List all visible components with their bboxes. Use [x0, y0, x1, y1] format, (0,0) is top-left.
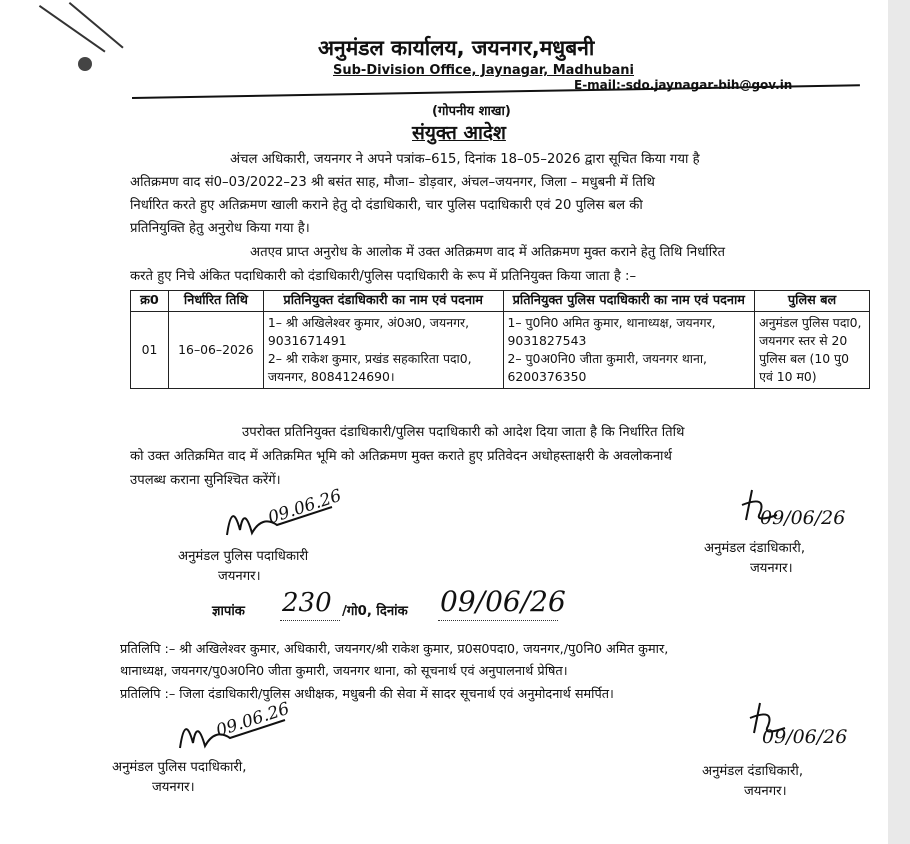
signature-police-officer-bottom — [175, 698, 295, 762]
signature-magistrate-bottom — [740, 698, 860, 752]
signature-date: 09.06.26 — [213, 698, 292, 742]
police-officer-title-top: अनुमंडल पुलिस पदाधिकारी — [178, 549, 309, 564]
emblem-mark — [78, 57, 92, 71]
magistrate-1: 1– श्री अखिलेश्वर कुमार, अं0अ0, जयनगर, 9031671491 — [267, 315, 470, 348]
magistrate-title-bottom: अनुमंडल दंडाधिकारी, — [702, 764, 804, 779]
deployment-table — [130, 290, 870, 389]
cell-police-force: अनुमंडल पुलिस पदा0, जयनगर स्तर से 20 पुलिस बल (10 पु0 एवं 10 म0) — [755, 312, 870, 389]
col-header-police-officer: प्रतिनियुक्त पुलिस पदाधिकारी का नाम एवं पदनाम — [503, 291, 755, 312]
para1-line4: प्रतिनियुक्ति हेतु अनुरोध किया गया है। — [130, 221, 310, 236]
scan-edge-strip — [888, 0, 910, 844]
para3-line1: उपरोक्त प्रतिनियुक्त दंडाधिकारी/पुलिस पदाधिकारी को आदेश दिया जाता है कि निर्धारित तिथि — [242, 425, 685, 440]
police-officer-title-bottom: अनुमंडल पुलिस पदाधिकारी, — [112, 760, 247, 775]
signature-police-officer-top — [222, 485, 344, 549]
para1-line2: अतिक्रमण वाद सं0–03/2022–23 श्री बसंत साह, मौजा– डोड़वार, अंचल–जयनगर, जिला – मधुबनी में तिथि — [130, 175, 655, 190]
police-officer-2: 2– पु0अ0नि0 जीता कुमारी, जयनगर थाना, 6200376350 — [507, 351, 707, 384]
para2-line1: अतएव प्राप्त अनुरोध के आलोक में उक्त अतिक्रमण वाद में अतिक्रमण मुक्त कराने हेतु तिथि निर्धारित — [250, 245, 726, 260]
col-header-sl: क्र0 — [131, 291, 169, 312]
magistrate-title-top: अनुमंडल दंडाधिकारी, — [704, 541, 806, 556]
page-title: संयुक्त आदेश — [412, 122, 506, 144]
table-header-row — [131, 291, 870, 312]
corner-line — [69, 2, 124, 49]
para1-line1: अंचल अधिकारी, जयनगर ने अपने पत्रांक–615, दिनांक 18–05–2026 द्वारा सूचित किया गया है — [230, 152, 700, 167]
para3-line3: उपलब्ध कराना सुनिश्चित करेंगें। — [130, 473, 281, 488]
memo-number: 230 — [282, 588, 332, 618]
copy1-line1: प्रतिलिपि :– श्री अखिलेश्वर कुमार, अधिकारी, जयनगर/श्री राकेश कुमार, प्र0स0पदा0, जयनगर,/पु0नि0 अमित कुमार, — [120, 642, 669, 657]
office-name-english: Sub-Division Office, Jaynagar, Madhubani — [333, 63, 635, 78]
copy2-line: प्रतिलिपि :– जिला दंडाधिकारी/पुलिस अधीक्षक, मधुबनी की सेवा में सादर सूचनार्थ एवं अनुमोदनार्थ समर्पित। — [120, 687, 614, 702]
magistrate-2: 2– श्री राकेश कुमार, प्रखंड सहकारिता पदा0, जयनगर, 8084124690। — [267, 351, 472, 384]
memo-label: ज्ञापांक — [212, 604, 245, 619]
para3-line2: को उक्त अतिक्रमित वाद में अतिक्रमित भूमि को अतिक्रमण मुक्त कराते हुए प्रतिवेदन अधोहस्ताक्षरी के अवलोकनार्थ — [130, 449, 672, 464]
cell-magistrates — [263, 312, 503, 389]
section-label: (गोपनीय शाखा) — [432, 104, 511, 119]
cell-police-officers — [503, 312, 755, 389]
corner-line — [39, 5, 106, 53]
para2-line2: करते हुए निचे अंकित पदाधिकारी को दंडाधिकारी/पुलिस पदाधिकारी के रूप में प्रतिनियुक्त किया जाता है :– — [130, 269, 637, 284]
table-row — [131, 312, 870, 389]
police-officer-place-top: जयनगर। — [218, 569, 261, 584]
col-header-police-force: पुलिस बल — [755, 291, 870, 312]
memo-underline — [438, 620, 558, 621]
col-header-date: निर्धारित तिथि — [168, 291, 263, 312]
signature-date: 09/06/26 — [762, 726, 848, 748]
signature-date: 09/06/26 — [760, 507, 846, 529]
office-email: E-mail:-sdo.jaynagar-bih@gov.in — [574, 78, 793, 92]
police-officer-place-bottom: जयनगर। — [152, 780, 195, 795]
col-header-magistrate: प्रतिनियुक्त दंडाधिकारी का नाम एवं पदनाम — [263, 291, 503, 312]
memo-separator: /गो0, दिनांक — [342, 604, 408, 619]
office-name-hindi: अनुमंडल कार्यालय, जयनगर,मधुबनी — [318, 36, 595, 60]
magistrate-place-bottom: जयनगर। — [744, 784, 787, 799]
police-officer-1: 1– पु0नि0 अमित कुमार, थानाध्यक्ष, जयनगर, 9031827543 — [507, 315, 716, 348]
memo-date: 09/06/26 — [440, 585, 566, 618]
cell-sl: 01 — [131, 312, 169, 389]
cell-date: 16–06–2026 — [168, 312, 263, 389]
memo-underline — [280, 620, 340, 621]
magistrate-place-top: जयनगर। — [750, 561, 793, 576]
para1-line3: निर्धारित करते हुए अतिक्रमण खाली कराने हेतु दो दंडाधिकारी, चार पुलिस पदाधिकारी एवं 20 पुलिस बल की — [130, 198, 643, 213]
signature-magistrate-top — [732, 485, 852, 539]
signature-date: 09.06.26 — [265, 485, 344, 529]
copy1-line2: थानाध्यक्ष, जयनगर/पु0अ0नि0 जीता कुमारी, जयनगर थाना, को सूचनार्थ एवं अनुपालनार्थ प्रेषित। — [120, 664, 568, 679]
